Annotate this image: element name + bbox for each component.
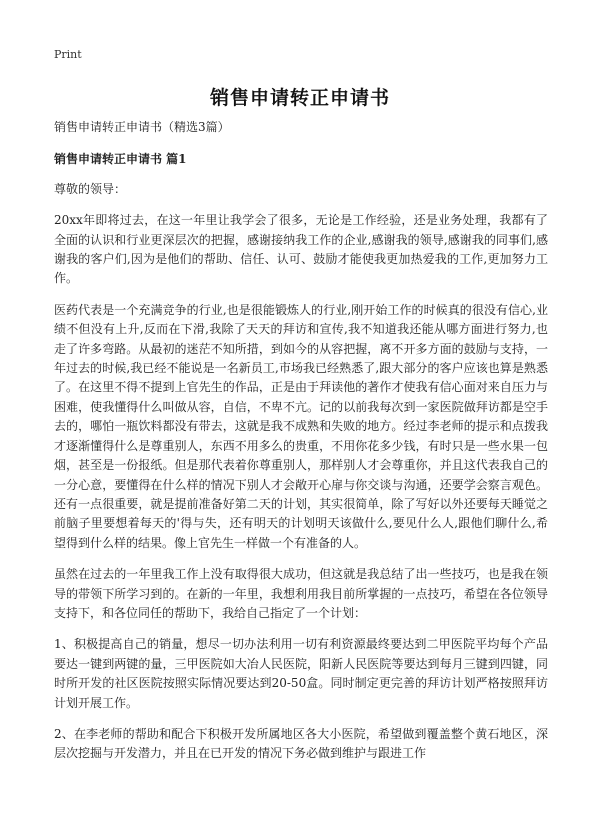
- document-body: [54, 118, 548, 776]
- paragraph-3: 虽然在过去的一年里我工作上没有取得很大成功，但这就是我总结了出一些技巧，也是我在领导的带领下所学习到的。在新的一年里，我想利用我目前所掌握的一点技巧，希望在各位领导支持下，和各位同任的帮助下，我给自己指定了一个计划：: [54, 567, 548, 620]
- section-heading: 销售申请转正申请书 篇1: [54, 152, 187, 167]
- document-title: 销售申请转正申请书: [209, 87, 390, 109]
- paragraph-5: 2、在李老师的帮助和配合下积极开发所属地区各大小医院，希望做到覆盖整个黄石地区，深层次挖掘与开发潜力，并且在已开发的情况下务必做到维护与跟进工作: [54, 726, 548, 761]
- greeting: 尊敬的领导：: [54, 181, 127, 196]
- document-subtitle: 销售申请转正申请书（精选3篇）: [54, 120, 230, 134]
- paragraph-1: 20xx年即将过去，在这一年里让我学会了很多，无论是工作经验，还是业务处理，我都有了全面的认识和行业更深层次的把握，感谢接纳我工作的企业,感谢我的领导,感谢我的同事们,感谢我的客户们,因为是他们的帮助、信任、认可、鼓励才能使我更加热爱我的工作,更加努力工作。: [54, 213, 548, 286]
- paragraph-2: 医药代表是一个充满竞争的行业,也是很能锻炼人的行业,刚开始工作的时候真的很没有信心,业绩不但没有上升,反而在下滑,我除了天天的拜访和宣传,我不知道我还能从哪方面进行努力,也走了许多弯路。从最初的迷茫不知所措，到如今的从容把握，离不开多方面的鼓励与支持，一年过去的时候,我已经不能说是一名新员工,市场我已经熟悉了,跟大部分的客户应该也算是熟悉了。在这里不得不提到上官先生的作品，正是由于拜读他的著作才使我有信心面对来自压力与困难，使我懂得什么叫做从容，自信，不卑不亢。记的以前我每次到一家医院做拜访都是空手去的，哪怕一瓶饮料都没有带去，这就是我不成熟和失败的地方。经过李老师的提示和点拨我才逐渐懂得什么是尊重别人，东西不用多么的贵重，不用你花多少钱，有时只是一些水果一包烟，甚至是一份报纸。但是那代表着你尊重别人，那样别人才会尊重你，并且这代表我自己的一分心意，要懂得在什么样的情况下别人才会敞开心扉与你交谈与沟通，还要学会察言观色。还有一点很重要，就是提前准备好第二天的计划，其实很简单，除了写好以外还要每天睡觉之前脑子里要想着每天的'得与失，还有明天的计划明天该做什么,要见什么人,跟他们聊什么,希望得到什么样的结果。像上官先生一样做一个有准备的人。: [54, 302, 548, 550]
- print-link[interactable]: Print: [54, 48, 82, 61]
- paragraph-4: 1、积极提高自己的销量，想尽一切办法利用一切有利资源最终要达到二甲医院平均每个产品要达一键到两键的量，三甲医院如大冶人民医院，阳新人民医院等要达到每月三键到四键，同时所开发的社区医院按照实际情况要达到20-50盒。同时制定更完善的拜访计划严格按照拜访计划开展工作。: [54, 637, 548, 710]
